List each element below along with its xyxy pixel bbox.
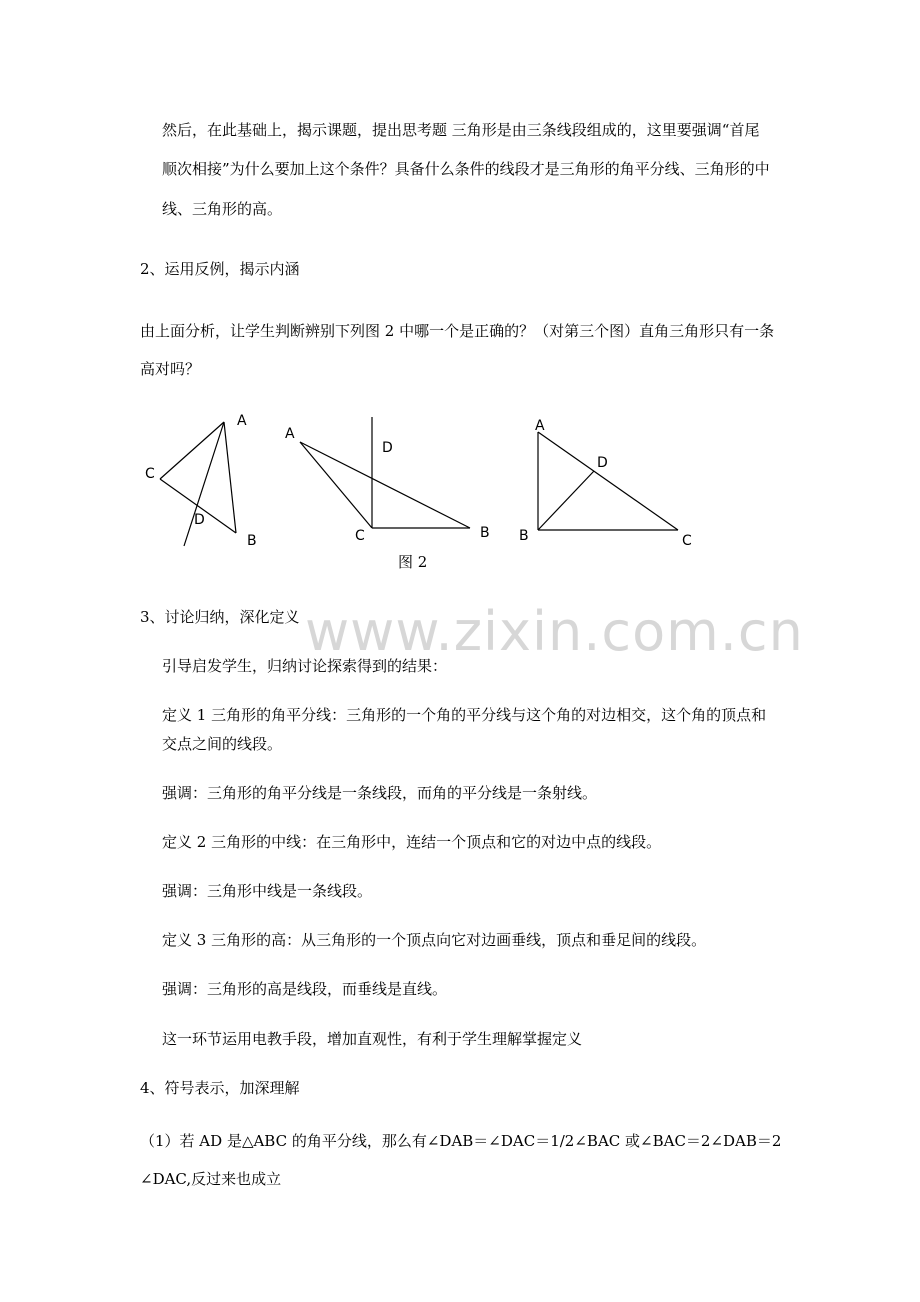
- fig1-label-d: D: [194, 512, 205, 528]
- definition-1-line-2: 交点之间的线段。: [162, 735, 283, 753]
- fig2-label-c: C: [355, 528, 365, 544]
- emphasis-3: 强调：三角形的高是线段，而垂线是直线。: [162, 980, 448, 998]
- section-heading-2: 2、运用反例，揭示内涵: [140, 260, 300, 278]
- watermark: www.zixin.com.cn: [305, 600, 804, 663]
- definition-1-line-1: 定义 1 三角形的角平分线：三角形的一个角的平分线与这个角的对边相交，这个角的顶点和: [162, 706, 767, 724]
- figure-2-triangle-1: [145, 413, 257, 549]
- figure-caption: 图 2: [398, 553, 428, 571]
- paragraph-1-line-3: 线、三角形的高。: [162, 200, 283, 218]
- figure-2-triangle-2: [285, 417, 490, 544]
- fig1-label-a: A: [237, 413, 247, 429]
- paragraph-5-line-2: ∠DAC,反过来也成立: [140, 1170, 282, 1188]
- paragraph-4: 这一环节运用电教手段，增加直观性，有利于学生理解掌握定义: [162, 1030, 583, 1048]
- section-heading-3: 3、讨论归纳，深化定义: [140, 608, 300, 626]
- definition-2: 定义 2 三角形的中线：在三角形中，连结一个顶点和它的对边中点的线段。: [162, 833, 662, 851]
- figure-2: [0, 400, 920, 560]
- fig3-label-d: D: [597, 455, 608, 471]
- fig3-label-c: C: [682, 533, 692, 549]
- paragraph-2-line-2: 高对吗？: [140, 360, 201, 378]
- fig3-label-b: B: [519, 528, 529, 544]
- paragraph-3: 引导启发学生，归纳讨论探索得到的结果：: [162, 657, 448, 675]
- paragraph-2-line-1: 由上面分析，让学生判断辨别下列图 2 中哪一个是正确的？（对第三个图）直角三角形只有一条: [140, 322, 775, 340]
- paragraph-1-line-1: 然后，在此基础上，揭示课题，提出思考题 三角形是由三条线段组成的，这里要强调“首尾: [162, 121, 760, 139]
- emphasis-2: 强调：三角形中线是一条线段。: [162, 882, 373, 900]
- fig1-label-c: C: [145, 466, 155, 482]
- paragraph-1-line-2: 顺次相接”为什么要加上这个条件？具备什么条件的线段才是三角形的角平分线、三角形的中: [162, 160, 770, 178]
- fig2-label-d: D: [382, 440, 393, 456]
- emphasis-1: 强调：三角形的角平分线是一条线段，而角的平分线是一条射线。: [162, 784, 598, 802]
- fig2-label-b: B: [480, 525, 490, 541]
- paragraph-5-line-1: （1）若 AD 是△ABC 的角平分线，那么有∠DAB＝∠DAC＝1/2∠BAC 或∠BAC＝2∠DAB＝2: [140, 1132, 782, 1150]
- fig3-label-a: A: [535, 418, 545, 434]
- section-heading-4: 4、符号表示，加深理解: [140, 1079, 300, 1097]
- fig2-label-a: A: [285, 426, 295, 442]
- fig1-label-b: B: [247, 533, 257, 549]
- figure-2-triangle-3: [519, 418, 692, 549]
- definition-3: 定义 3 三角形的高：从三角形的一个顶点向它对边画垂线，顶点和垂足间的线段。: [162, 931, 707, 949]
